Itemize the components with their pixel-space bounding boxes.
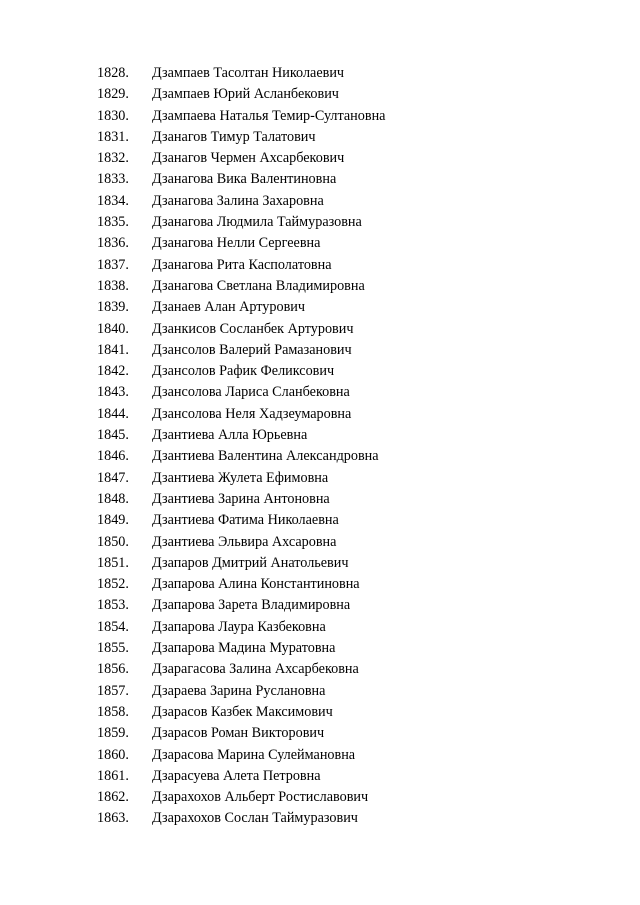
list-item bbox=[0, 702, 640, 723]
list-item-number: 1838. bbox=[97, 277, 129, 294]
list-item-number: 1863. bbox=[97, 810, 129, 827]
list-item-number: 1851. bbox=[97, 554, 129, 571]
list-item bbox=[0, 425, 640, 446]
list-item bbox=[0, 276, 640, 297]
list-item-number: 1853. bbox=[97, 597, 129, 614]
list-item-number: 1840. bbox=[97, 320, 129, 337]
list-item-name: Дзанагова Вика Валентиновна bbox=[152, 171, 337, 188]
list-item-name: Дзампаев Тасолтан Николаевич bbox=[152, 65, 345, 81]
list-item-name: Дзарахохов Сослан Таймуразович bbox=[152, 810, 358, 827]
list-item-name: Дзанагова Людмила Таймуразовна bbox=[152, 214, 362, 231]
list-item-number: 1857. bbox=[97, 682, 129, 699]
list-item bbox=[0, 255, 640, 276]
list-item-name: Дзанаев Алан Артурович bbox=[152, 299, 306, 316]
list-item bbox=[0, 233, 640, 254]
list-item-name: Дзампаев Юрий Асланбекович bbox=[152, 86, 339, 103]
list-item bbox=[0, 808, 640, 829]
list-item bbox=[0, 659, 640, 680]
list-item-name: Дзансолов Рафик Феликсович bbox=[152, 363, 335, 380]
list-item-name: Дзапарова Лаура Казбековна bbox=[152, 618, 326, 635]
list-item bbox=[0, 191, 640, 212]
list-item-name: Дзанагова Нелли Сергеевна bbox=[152, 235, 321, 252]
list-item-name: Дзанагова Светлана Владимировна bbox=[152, 277, 365, 294]
list-item bbox=[0, 212, 640, 233]
list-item bbox=[0, 595, 640, 616]
list-item-number: 1831. bbox=[97, 128, 129, 145]
list-item bbox=[0, 297, 640, 318]
list-item-name: Дзанагов Чермен Ахсарбекович bbox=[152, 150, 345, 167]
list-item-number: 1834. bbox=[97, 192, 129, 209]
list-item-number: 1850. bbox=[97, 533, 129, 550]
list-item bbox=[0, 340, 640, 361]
list-item bbox=[0, 787, 640, 808]
list-item-number: 1856. bbox=[97, 661, 129, 678]
list-item bbox=[0, 723, 640, 744]
list-item bbox=[0, 148, 640, 169]
list-item-name: Дзанагова Рита Касполатовна bbox=[152, 256, 332, 273]
list-item-number: 1841. bbox=[97, 341, 129, 358]
list-item-number: 1849. bbox=[97, 512, 129, 529]
list-item-number: 1839. bbox=[97, 299, 129, 316]
list-item-number: 1833. bbox=[97, 171, 129, 188]
list-item-number: 1854. bbox=[97, 618, 129, 635]
list-item bbox=[0, 638, 640, 659]
list-item-name: Дзантиева Фатима Николаевна bbox=[152, 512, 339, 529]
list-item bbox=[0, 617, 640, 638]
list-item-name: Дзансолов Валерий Рамазанович bbox=[152, 341, 352, 358]
list-item bbox=[0, 127, 640, 148]
list-item-name: Дзанагова Залина Захаровна bbox=[152, 192, 324, 209]
list-item-name: Дзапарова Зарета Владимировна bbox=[152, 597, 351, 614]
list-item-name: Дзампаева Наталья Темир-Султановна bbox=[152, 107, 386, 124]
list-item-name: Дзапарова Алина Константиновна bbox=[152, 576, 360, 593]
list-item-number: 1842. bbox=[97, 363, 129, 380]
list-item bbox=[0, 510, 640, 531]
list-item bbox=[0, 63, 640, 84]
list-item-name: Дзарасова Марина Сулеймановна bbox=[152, 746, 356, 763]
list-item-number: 1858. bbox=[97, 703, 129, 720]
list-item-name: Дзарасов Роман Викторович bbox=[152, 725, 325, 742]
list-item bbox=[0, 468, 640, 489]
list-item-number: 1846. bbox=[97, 448, 129, 465]
list-item-name: Дзанагов Тимур Талатович bbox=[152, 128, 316, 145]
list-item bbox=[0, 319, 640, 340]
list-item-name: Дзансолова Неля Хадзеумаровна bbox=[152, 405, 352, 422]
list-item-name: Дзапарова Мадина Муратовна bbox=[152, 640, 336, 657]
list-item-name: Дзарахохов Альберт Ростиславович bbox=[152, 789, 369, 806]
list-item-number: 1836. bbox=[97, 235, 129, 252]
list-item-number: 1845. bbox=[97, 427, 129, 444]
list-item bbox=[0, 84, 640, 105]
list-item-name: Дзарасов Казбек Максимович bbox=[152, 703, 333, 720]
list-item-name: Дзантиева Эльвира Ахсаровна bbox=[152, 533, 337, 550]
list-item bbox=[0, 382, 640, 403]
list-item-name: Дзантиева Валентина Александровна bbox=[152, 448, 379, 465]
list-item-number: 1835. bbox=[97, 214, 129, 231]
list-item-number: 1843. bbox=[97, 384, 129, 401]
list-item-number: 1855. bbox=[97, 640, 129, 657]
list-item-number: 1852. bbox=[97, 576, 129, 593]
list-item-name: Дзарасуева Алета Петровна bbox=[152, 767, 321, 784]
list-item-number: 1828. bbox=[97, 65, 129, 81]
list-item-number: 1859. bbox=[97, 725, 129, 742]
list-item-number: 1844. bbox=[97, 405, 129, 422]
list-item bbox=[0, 745, 640, 766]
list-item-name: Дзантиева Жулета Ефимовна bbox=[152, 469, 329, 486]
list-item-name: Дзансолова Лариса Сланбековна bbox=[152, 384, 350, 401]
list-item-number: 1830. bbox=[97, 107, 129, 124]
list-item bbox=[0, 361, 640, 382]
list-item-number: 1847. bbox=[97, 469, 129, 486]
list-item bbox=[0, 106, 640, 127]
list-item-name: Дзарагасова Залина Ахсарбековна bbox=[152, 661, 359, 678]
list-item bbox=[0, 446, 640, 467]
list-item-number: 1862. bbox=[97, 789, 129, 806]
list-item-number: 1837. bbox=[97, 256, 129, 273]
list-item bbox=[0, 553, 640, 574]
numbered-name-list bbox=[0, 63, 640, 830]
list-item-name: Дзантиева Зарина Антоновна bbox=[152, 490, 330, 507]
list-item-number: 1829. bbox=[97, 86, 129, 103]
list-item-number: 1832. bbox=[97, 150, 129, 167]
list-item-number: 1860. bbox=[97, 746, 129, 763]
list-item bbox=[0, 681, 640, 702]
list-item bbox=[0, 766, 640, 787]
list-item bbox=[0, 489, 640, 510]
list-item bbox=[0, 169, 640, 190]
list-item-name: Дзапаров Дмитрий Анатольевич bbox=[152, 554, 349, 571]
list-item-name: Дзараева Зарина Руслановна bbox=[152, 682, 326, 699]
list-item-number: 1861. bbox=[97, 767, 129, 784]
list-item-number: 1848. bbox=[97, 490, 129, 507]
list-item bbox=[0, 574, 640, 595]
list-item bbox=[0, 532, 640, 553]
list-item-name: Дзантиева Алла Юрьевна bbox=[152, 427, 308, 444]
list-item-name: Дзанкисов Сосланбек Артурович bbox=[152, 320, 354, 337]
list-item bbox=[0, 404, 640, 425]
